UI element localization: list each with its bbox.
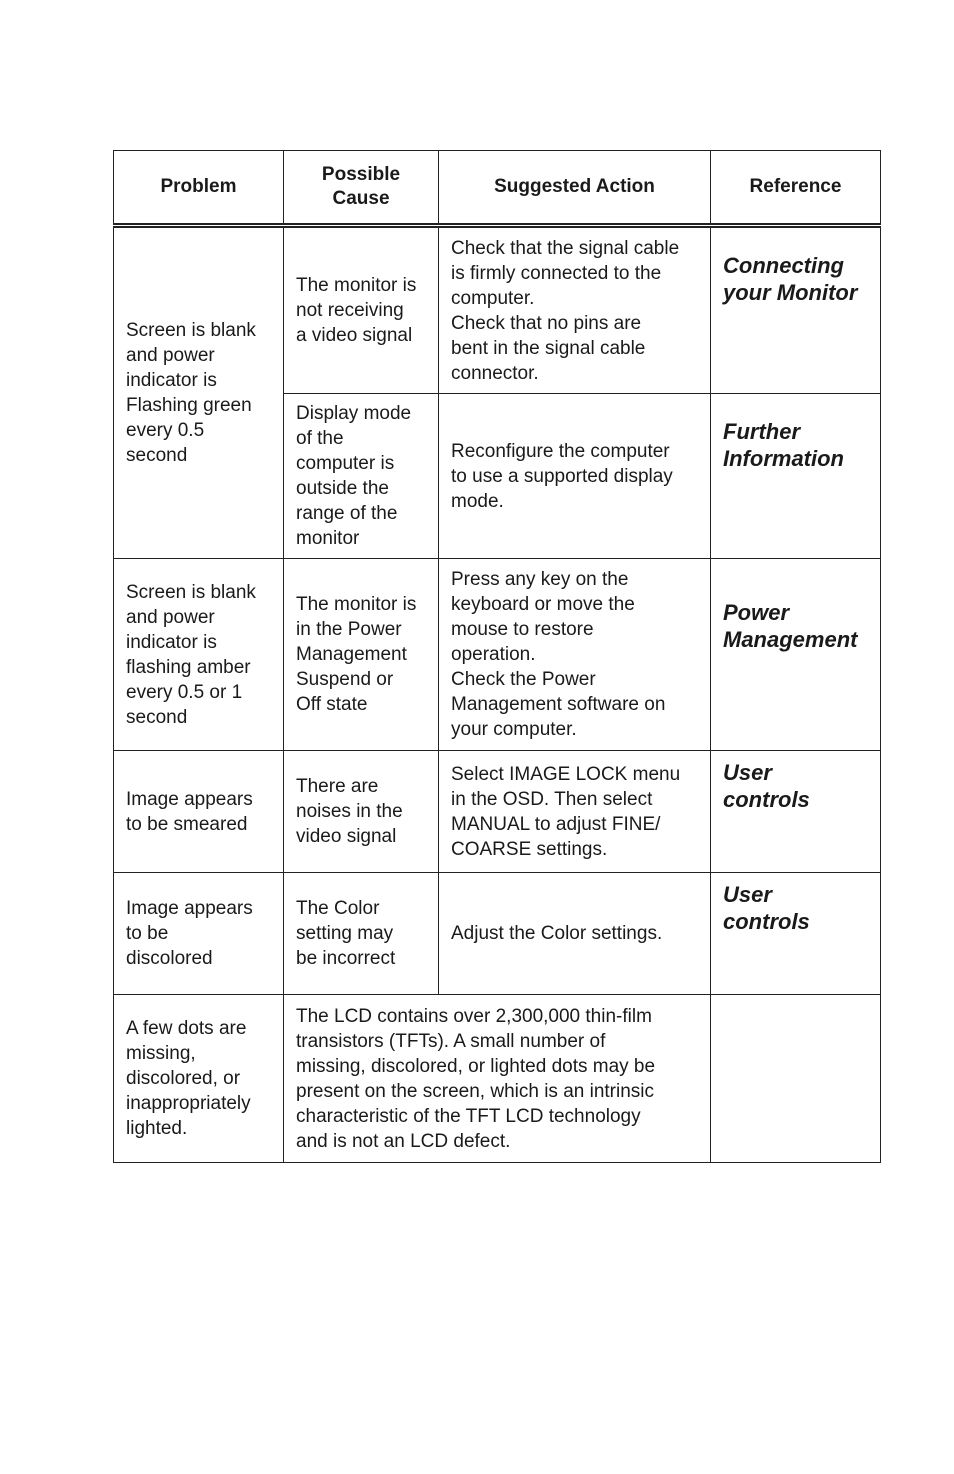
header-reference: Reference xyxy=(711,151,881,226)
action-cell: Adjust the Color settings. xyxy=(439,873,711,995)
problem-cell: Screen is blank and power indicator is flashing amber every 0.5 or 1 second xyxy=(114,559,284,751)
header-suggested-action: Suggested Action xyxy=(439,151,711,226)
action-cell: Select IMAGE LOCK menu in the OSD. Then select MANUAL to adjust FINE/ COARSE settings. xyxy=(439,751,711,873)
problem-cell: Image appears to be discolored xyxy=(114,873,284,995)
reference-cell: Further Information xyxy=(711,394,881,559)
problem-cell: Screen is blank and power indicator is Flashing green every 0.5 second xyxy=(114,226,284,559)
reference-cell xyxy=(711,995,881,1163)
note-cell: The LCD contains over 2,300,000 thin-film transistors (TFTs). A small number of missing, discolored, or lighted dots may be present on the screen, which is an intrinsic characteristic of the TFT LCD technology and is not an LCD defect. xyxy=(284,995,711,1163)
header-problem: Problem xyxy=(114,151,284,226)
action-cell: Press any key on the keyboard or move the mouse to restore operation. Check the Power Management software on your computer. xyxy=(439,559,711,751)
cause-cell: The monitor is not receiving a video signal xyxy=(284,226,439,394)
reference-cell: Connecting your Monitor xyxy=(711,226,881,394)
action-cell: Check that the signal cable is firmly connected to the computer. Check that no pins are bent in the signal cable connector. xyxy=(439,226,711,394)
header-possible-cause: Possible Cause xyxy=(284,151,439,226)
troubleshooting-table xyxy=(113,150,881,1163)
table-row xyxy=(114,559,881,751)
cause-cell: There are noises in the video signal xyxy=(284,751,439,873)
problem-cell: A few dots are missing, discolored, or inappropriately lighted. xyxy=(114,995,284,1163)
cause-cell: The Color setting may be incorrect xyxy=(284,873,439,995)
table-row xyxy=(114,995,881,1163)
reference-cell: User controls xyxy=(711,873,881,995)
table-row xyxy=(114,751,881,873)
table-row xyxy=(114,873,881,995)
cause-cell: Display mode of the computer is outside the range of the monitor xyxy=(284,394,439,559)
table-row xyxy=(114,226,881,394)
table-header-row xyxy=(114,151,881,226)
problem-cell: Image appears to be smeared xyxy=(114,751,284,873)
reference-cell: Power Management xyxy=(711,559,881,751)
reference-cell: User controls xyxy=(711,751,881,873)
cause-cell: The monitor is in the Power Management Suspend or Off state xyxy=(284,559,439,751)
action-cell: Reconfigure the computer to use a supported display mode. xyxy=(439,394,711,559)
